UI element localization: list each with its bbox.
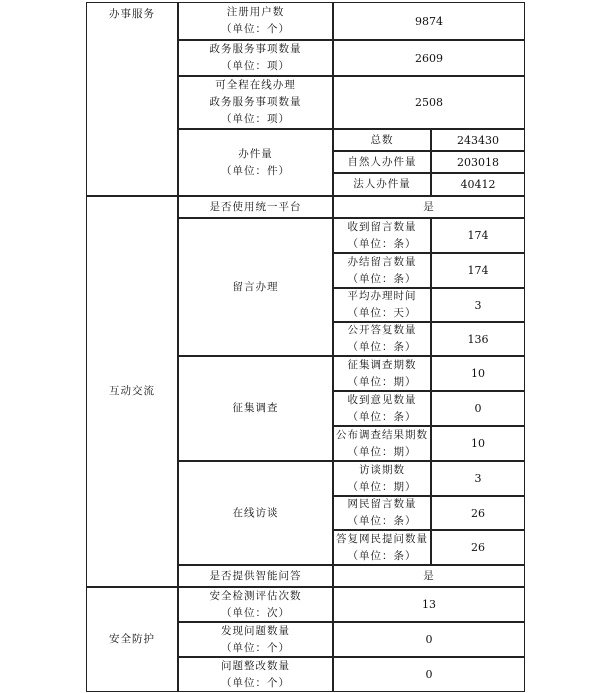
row-assessments-value: 13 <box>333 587 525 622</box>
interview-netizen-msgs-value: 26 <box>431 496 525 530</box>
messages-concluded-value: 174 <box>431 253 525 288</box>
volume-total-value: 243430 <box>431 129 525 151</box>
row-issues-found-value: 0 <box>333 622 525 657</box>
row-assessments-label: 安全检测评估次数 （单位：次） <box>178 587 333 622</box>
section-security-label: 安全防护 <box>109 633 155 645</box>
interview-answered-label: 答复网民提问数量 （单位：条） <box>333 530 431 565</box>
row-volume-label: 办件量 （单位：件） <box>178 129 333 196</box>
messages-avg-time-value: 3 <box>431 288 525 322</box>
survey-results-label: 公布调查结果期数 （单位：期） <box>333 426 431 461</box>
row-online-items-value: 2508 <box>333 76 525 129</box>
volume-legal-value: 40412 <box>431 173 525 196</box>
volume-total-label: 总数 <box>333 129 431 151</box>
interview-netizen-msgs-label: 网民留言数量 （单位：条） <box>333 496 431 530</box>
group-interview: 在线访谈 <box>178 461 333 565</box>
volume-legal-label: 法人办件量 <box>333 173 431 196</box>
row-issues-fixed-value: 0 <box>333 657 525 692</box>
survey-periods-value: 10 <box>431 356 525 391</box>
row-issues-found-label: 发现问题数量 （单位：个） <box>178 622 333 657</box>
row-unified-platform-label: 是否使用统一平台 <box>178 196 333 218</box>
section-service <box>86 2 178 196</box>
messages-public-replies-value: 136 <box>431 322 525 356</box>
messages-concluded-label: 办结留言数量 （单位：条） <box>333 253 431 288</box>
survey-results-value: 10 <box>431 426 525 461</box>
survey-periods-label: 征集调查期数 （单位：期） <box>333 356 431 391</box>
row-registered-users-value: 9874 <box>333 2 525 40</box>
row-issues-fixed-label: 问题整改数量 （单位：个） <box>178 657 333 692</box>
interview-periods-label: 访谈期数 （单位：期） <box>333 461 431 496</box>
row-unified-platform-value: 是 <box>333 196 525 218</box>
statistics-table <box>86 2 525 692</box>
section-interaction <box>86 196 178 587</box>
interview-answered-value: 26 <box>431 530 525 565</box>
group-survey: 征集调查 <box>178 356 333 461</box>
section-service-label: 办事服务 <box>109 8 155 20</box>
section-interaction-label: 互动交流 <box>109 385 155 397</box>
survey-opinions-label: 收到意见数量 （单位：条） <box>333 391 431 426</box>
section-security <box>86 587 178 692</box>
row-service-items-value: 2609 <box>333 40 525 76</box>
messages-avg-time-label: 平均办理时间 （单位：天） <box>333 288 431 322</box>
volume-person-value: 203018 <box>431 151 525 173</box>
group-messages: 留言办理 <box>178 218 333 356</box>
messages-public-replies-label: 公开答复数量 （单位：条） <box>333 322 431 356</box>
messages-received-label: 收到留言数量 （单位：条） <box>333 218 431 253</box>
interview-periods-value: 3 <box>431 461 525 496</box>
row-registered-users-label: 注册用户数 （单位：个） <box>178 2 333 40</box>
row-service-items-label: 政务服务事项数量 （单位：项） <box>178 40 333 76</box>
volume-person-label: 自然人办件量 <box>333 151 431 173</box>
survey-opinions-value: 0 <box>431 391 525 426</box>
row-smart-qa-value: 是 <box>333 565 525 587</box>
row-online-items-label: 可全程在线办理 政务服务事项数量 （单位：项） <box>178 76 333 129</box>
messages-received-value: 174 <box>431 218 525 253</box>
row-smart-qa-label: 是否提供智能问答 <box>178 565 333 587</box>
